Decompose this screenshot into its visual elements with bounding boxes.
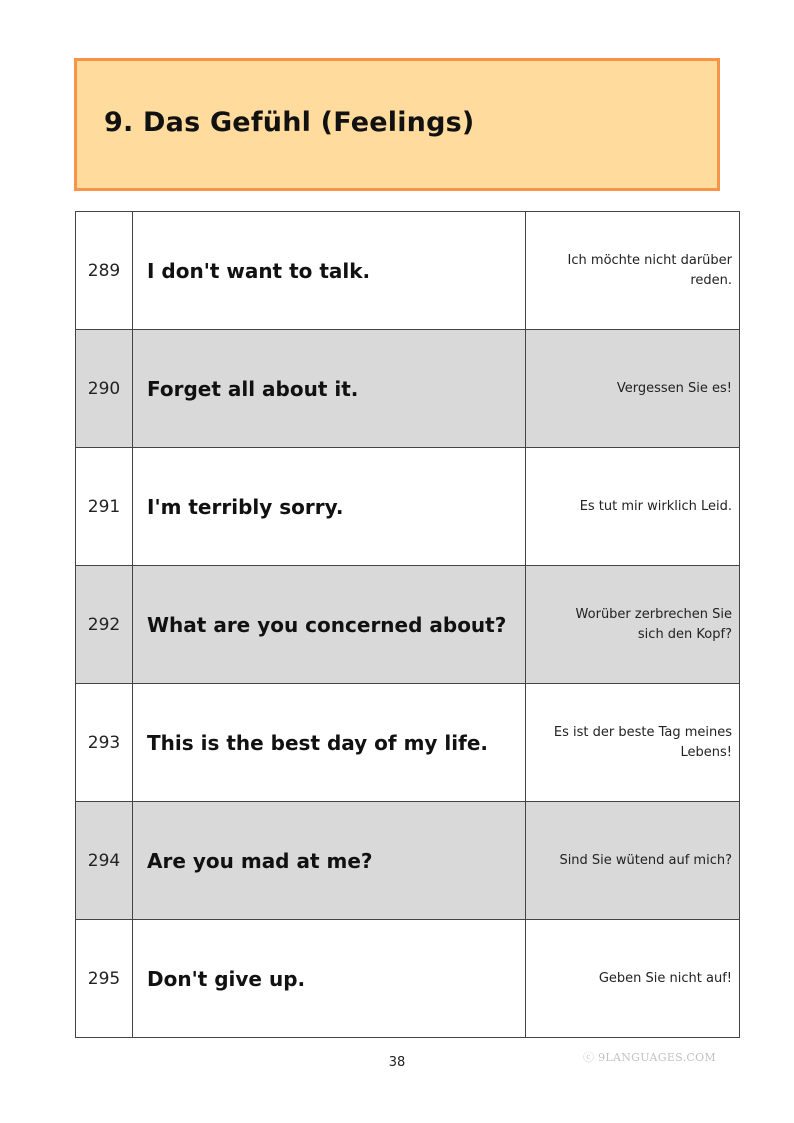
german-translation: Es tut mir wirklich Leid. (579, 498, 732, 514)
table-row (76, 566, 740, 684)
english-phrase: Don't give up. (133, 920, 526, 1038)
chapter-title: 9. Das Gefühl (Feelings) (104, 107, 475, 138)
english-phrase: I'm terribly sorry. (133, 448, 526, 566)
english-phrase: Forget all about it. (133, 330, 526, 448)
german-translation-cell (526, 330, 740, 448)
english-phrase: I don't want to talk. (133, 212, 526, 330)
english-phrase: This is the best day of my life. (133, 684, 526, 802)
table-row (76, 330, 740, 448)
phrase-table (75, 211, 740, 1038)
german-translation: Worüber zerbrechen Sie sich den Kopf? (575, 606, 732, 642)
table-row (76, 684, 740, 802)
english-phrase: What are you concerned about? (133, 566, 526, 684)
phrase-number: 289 (76, 212, 133, 330)
phrase-number: 290 (76, 330, 133, 448)
phrase-number: 293 (76, 684, 133, 802)
german-translation-cell (526, 684, 740, 802)
table-row (76, 920, 740, 1038)
german-translation-cell (526, 212, 740, 330)
german-translation: Ich möchte nicht darüber reden. (567, 252, 732, 288)
chapter-title-box (74, 58, 720, 191)
german-translation-cell (526, 448, 740, 566)
german-translation: Geben Sie nicht auf! (598, 970, 732, 986)
page-number: 38 (388, 1055, 406, 1070)
german-translation-cell (526, 920, 740, 1038)
german-translation: Sind Sie wütend auf mich? (559, 852, 732, 868)
table-row (76, 448, 740, 566)
german-translation: Vergessen Sie es! (616, 380, 732, 396)
english-phrase: Are you mad at me? (133, 802, 526, 920)
phrase-number: 291 (76, 448, 133, 566)
table-row (76, 802, 740, 920)
copyright-watermark: ⓒ 9LANGUAGES.COM (583, 1051, 716, 1064)
german-translation-cell (526, 566, 740, 684)
german-translation-cell (526, 802, 740, 920)
german-translation: Es ist der beste Tag meines Lebens! (553, 724, 732, 760)
table-row (76, 212, 740, 330)
phrase-number: 292 (76, 566, 133, 684)
phrase-number: 295 (76, 920, 133, 1038)
phrase-number: 294 (76, 802, 133, 920)
